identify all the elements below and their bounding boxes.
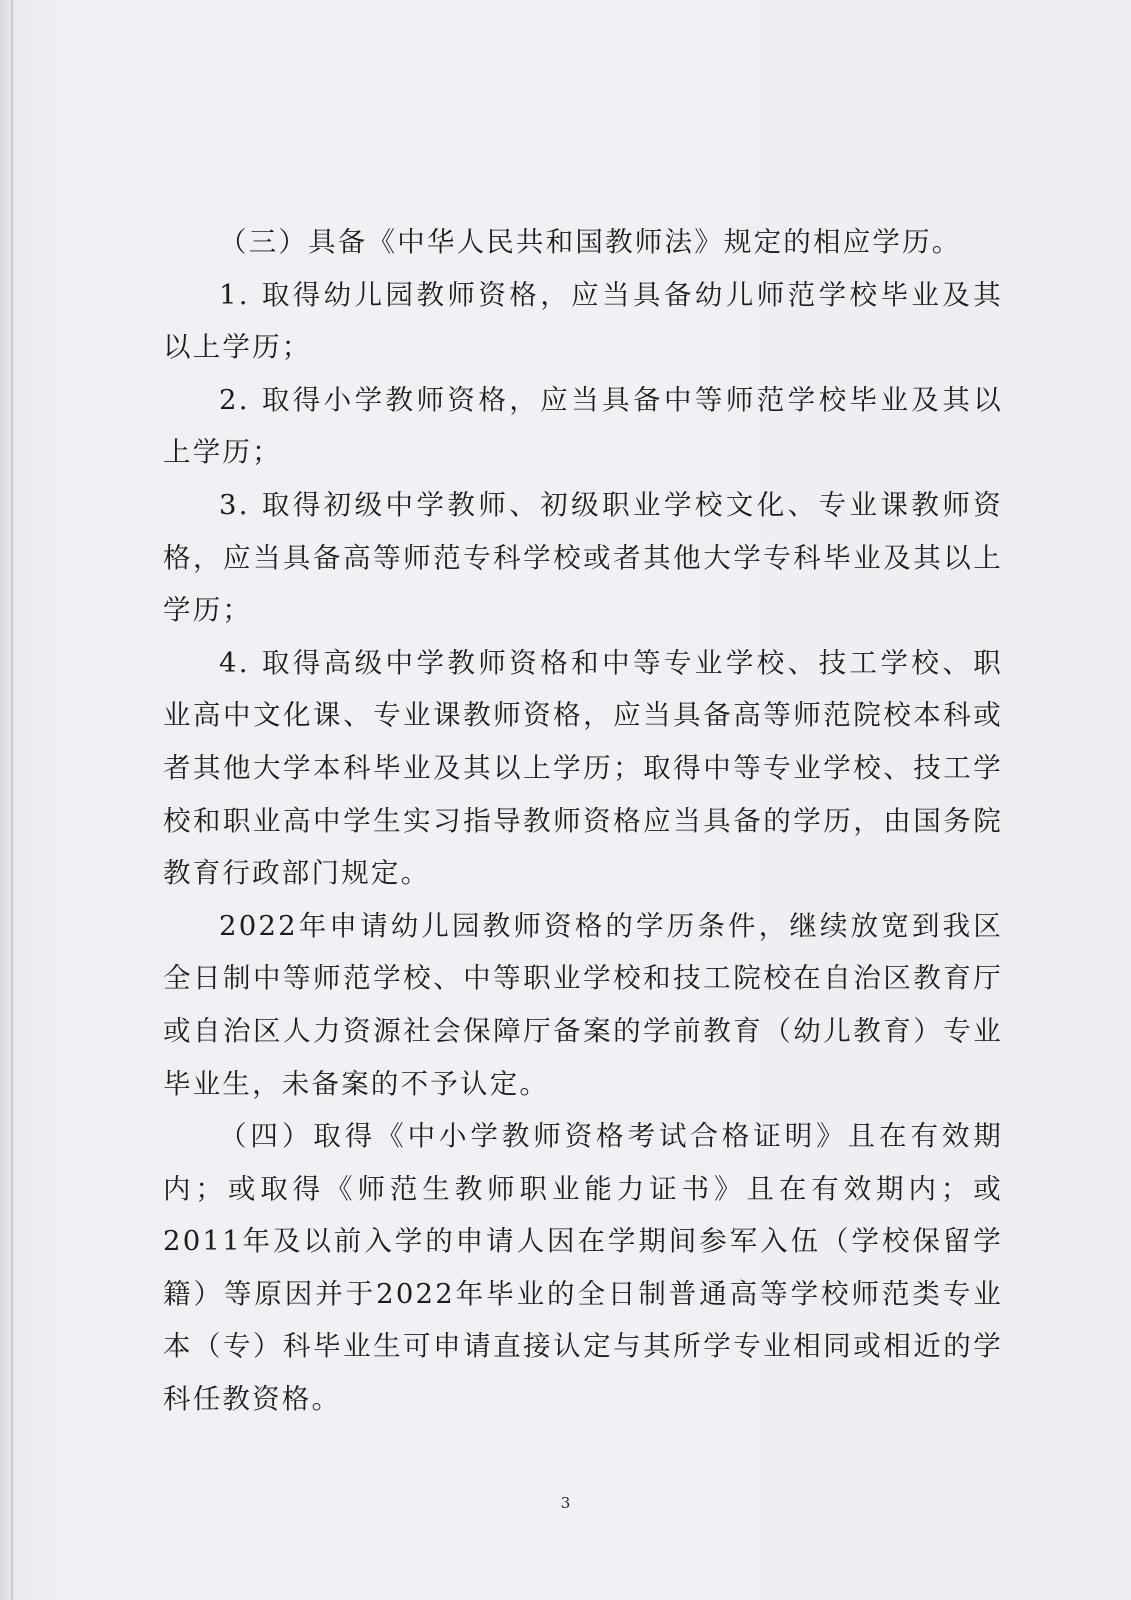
paragraph-item-4: 4. 取得高级中学教师资格和中等专业学校、技工学校、职业高中文化课、专业课教师资格，应当具备高等师范院校本科或者其他大学本科毕业及其以上学历；取得中等专业学校、技工学校和职业高中学生实习指导教师资格应当具备的学历，由国务院教育行政部门规定。 xyxy=(163,646,1003,890)
document-body xyxy=(163,216,1003,1426)
paragraph-item-3: 3. 取得初级中学教师、初级职业学校文化、专业课教师资格，应当具备高等师范专科学校或者其他大学专科毕业及其以上学历； xyxy=(163,488,1003,627)
page-edge-line xyxy=(11,0,13,1600)
paragraph-section-three: （三）具备《中华人民共和国教师法》规定的相应学历。 xyxy=(219,226,962,258)
page-number: 3 xyxy=(560,1494,571,1512)
paragraph-item-2: 2. 取得小学教师资格，应当具备中等师范学校毕业及其以上学历； xyxy=(163,383,1003,469)
paragraph-2022-kindergarten: 2022年申请幼儿园教师资格的学历条件，继续放宽到我区全日制中等师范学校、中等职业学校和技工院校在自治区教育厅或自治区人力资源社会保障厅备案的学前教育（幼儿教育）专业毕业生，未备案的不予认定。 xyxy=(163,909,1003,1100)
paragraph-item-1: 1. 取得幼儿园教师资格，应当具备幼儿师范学校毕业及其以上学历； xyxy=(163,278,1003,364)
paragraph-section-four: （四）取得《中小学教师资格考试合格证明》且在有效期内；或取得《师范生教师职业能力证书》且在有效期内；或2011年及以前入学的申请人因在学期间参军入伍（学校保留学籍）等原因并于2022年毕业的全日制普通高等学校师范类专业本（专）科毕业生可申请直接认定与其所学专业相同或相近的学科任教资格。 xyxy=(163,1120,1003,1416)
